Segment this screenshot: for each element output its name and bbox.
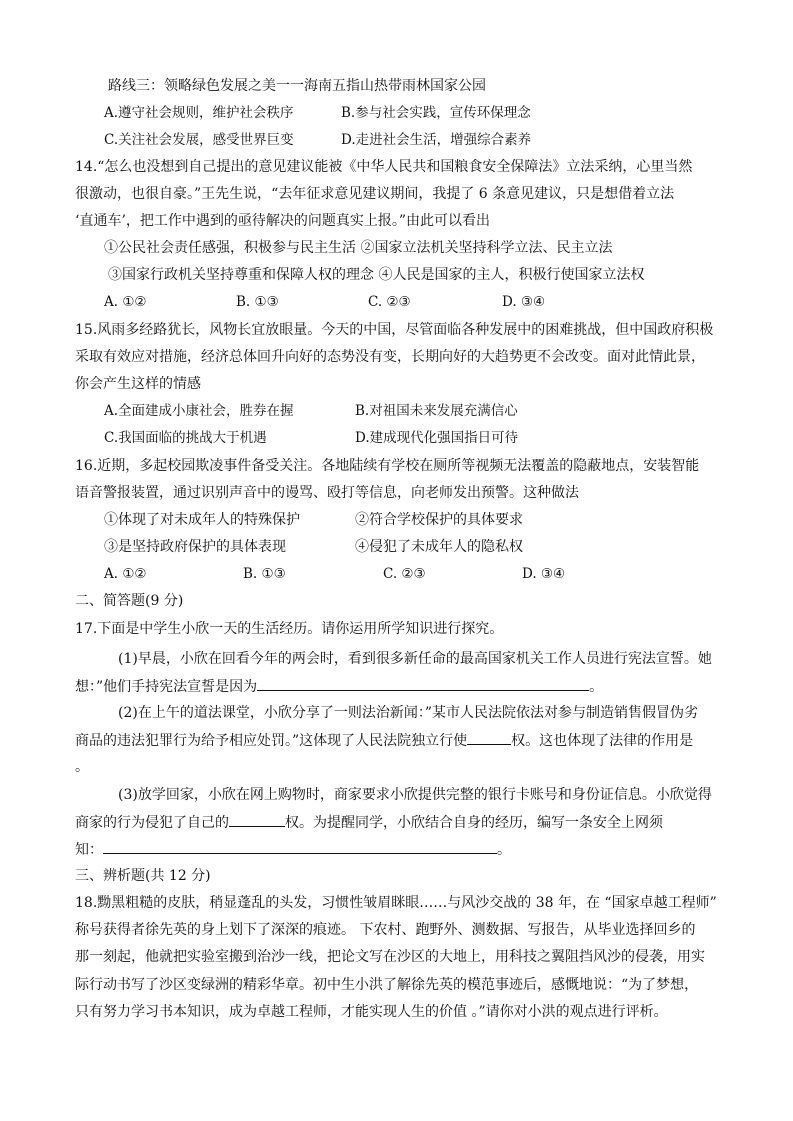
q13-option-a: A.遵守社会规则，维护社会秩序 (104, 105, 294, 121)
q13-option-b: B.参与社会实践，宣传环保理念 (341, 105, 531, 121)
q14-stem-line-2: 很激动，也很自豪。”王先生说，“去年征求意见建议期间，我提了 6 条意见建议，只是想借着立法 (75, 186, 675, 202)
q18-stem-line-2: 称号获得者徐先英的身上划下了深深的痕迹。 下农村、跑野外、测数据、写报告，从毕业选择回乡的 (75, 922, 696, 938)
q17-part1-end: 。 (589, 679, 604, 695)
q16-statement-4: ④侵犯了未成年人的隐私权 (355, 539, 523, 555)
q17-answer-blank-2[interactable] (467, 730, 511, 745)
q14-option-d: D. ③④ (502, 294, 546, 310)
section-two-heading: 二、简答题(9 分) (75, 593, 184, 609)
q16-option-a: A. ①② (104, 566, 147, 582)
q15-option-d: D.建成现代化强国指日可待 (355, 430, 519, 446)
q16-stem-line-2: 语音警报装置，通过识别声音中的谩骂、殴打等信息，向老师发出预警。这种做法 (75, 485, 579, 501)
q17-part1-line-1: (1)早晨，小欣在回看今年的两会时，看到很多新任命的最高国家机关工作人员进行宪法宣誓。她 (118, 651, 712, 667)
section-three-heading: 三、辨析题(共 12 分) (75, 868, 211, 884)
q17-part3-line-2 (75, 812, 663, 833)
q14-option-b: B. ①③ (236, 294, 279, 310)
q15-stem-line-3: 你会产生这样的情感 (75, 376, 201, 392)
q17-answer-blank-1[interactable] (257, 676, 589, 691)
q14-stem-line-1: 14.“怎么也没想到自己提出的意见建议能被《中华人民共和国粮食安全保障法》立法采纳，心里当然 (75, 159, 693, 175)
q14-statements-2: ③国家行政机关坚持尊重和保障人权的理念 ④人民是国家的主人，积极行使国家立法权 (108, 267, 645, 283)
q17-part2-text-b: 权。这也体现了法律的作用是 (511, 733, 694, 749)
q15-option-a: A.全面建成小康社会，胜券在握 (104, 403, 294, 419)
q18-stem-line-4: 际行动书写了沙区变绿洲的精彩华章。初中生小洪了解徐先英的模范事迹后，感慨地说：“为了梦想， (75, 977, 699, 993)
q17-part2-line-1: (2)在上午的道法课堂，小欣分享了一则法治新闻：”某市人民法院依法对参与制造销售假冒伪劣 (118, 705, 698, 721)
q16-option-d: D. ③④ (522, 566, 566, 582)
q15-option-c: C.我国面临的挑战大于机遇 (104, 430, 267, 446)
q17-part3-end: 。 (497, 842, 511, 858)
q14-option-c: C. ②③ (368, 294, 411, 310)
q17-answer-blank-3[interactable] (229, 812, 285, 827)
q17-part1-line-2 (75, 676, 603, 697)
q17-answer-blank-4[interactable] (103, 839, 497, 854)
q16-stem-line-1: 16.近期，多起校园欺凌事件备受关注。各地陆续有学校在厕所等视频无法覆盖的隐蔽地点，安装智能 (75, 458, 700, 474)
q17-part3-line-1: (3)放学回家，小欣在网上购物时，商家要求小欣提供完整的银行卡账号和身份证信息。小欣觉得 (118, 787, 712, 803)
q18-stem-line-3: 那一刻起，他就把实验室搬到治沙一线，把论文写在沙区的大地上，用科技之翼阻挡风沙的侵袭，用实 (75, 949, 705, 965)
q18-stem-line-5: 只有努力学习书本知识，成为卓越工程师，才能实现人生的价值 。”请你对小洪的观点进行评析。 (75, 1004, 668, 1020)
q17-part1-text: 想：”他们手持宪法宣誓是因为 (75, 679, 258, 695)
q16-statement-2: ②符合学校保护的具体要求 (355, 512, 523, 528)
q18-stem-line-1: 18.黝黑粗糙的皮肤，稍显蓬乱的头发，习惯性皱眉眯眼……与风沙交战的 38 年，在 “国家卓越工程师” (75, 895, 717, 911)
q16-statement-1: ①体现了对未成年人的特殊保护 (104, 512, 300, 528)
route-three-line: 路线三：领略绿色发展之美一一海南五指山热带雨林国家公园 (108, 78, 486, 94)
q17-part3-text-a: 商家的行为侵犯了自己的 (75, 815, 229, 831)
q17-part3-text-c: 知： (75, 842, 103, 858)
q17-intro: 17.下面是中学生小欣一天的生活经历。请你运用所学知识进行探究。 (75, 621, 504, 637)
q15-option-b: B.对祖国未来发展充满信心 (355, 403, 518, 419)
q13-option-d: D.走进社会生活，增强综合素养 (341, 132, 532, 148)
q17-part2-line-2 (75, 730, 693, 751)
q14-option-a: A. ①② (104, 294, 147, 310)
q17-part3-line-3 (75, 839, 511, 860)
q16-statement-3: ③是坚持政府保护的具体表现 (104, 539, 286, 555)
q15-stem-line-1: 15.风雨多经路犹长，风物长宜放眼量。今天的中国，尽管面临各种发展中的困难挑战，但中国政府积极 (75, 322, 714, 338)
q14-statements-1: ①公民社会责任感强，积极参与民主生活 ②国家立法机关坚持科学立法、民主立法 (104, 240, 613, 256)
q17-part2-text-a: 商品的违法犯罪行为给予相应处罚。”这体现了人民法院独立行使 (75, 733, 468, 749)
q13-option-c: C.关注社会发展，感受世界巨变 (104, 132, 294, 148)
q15-stem-line-2: 采取有效应对措施，经济总体回升向好的态势没有变，长期向好的大趋势更不会改变。面对此情此景， (75, 349, 705, 365)
q16-option-b: B. ①③ (243, 566, 286, 582)
q14-stem-line-3: ‘直通车’，把工作中遇到的亟待解决的问题真实上报。”由此可以看出 (75, 213, 491, 229)
q17-part2-end: 。 (75, 759, 89, 775)
q16-option-c: C. ②③ (383, 566, 426, 582)
q17-part3-text-b: 权。为提醒同学，小欣结合自身的经历，编写一条安全上网须 (285, 815, 663, 831)
